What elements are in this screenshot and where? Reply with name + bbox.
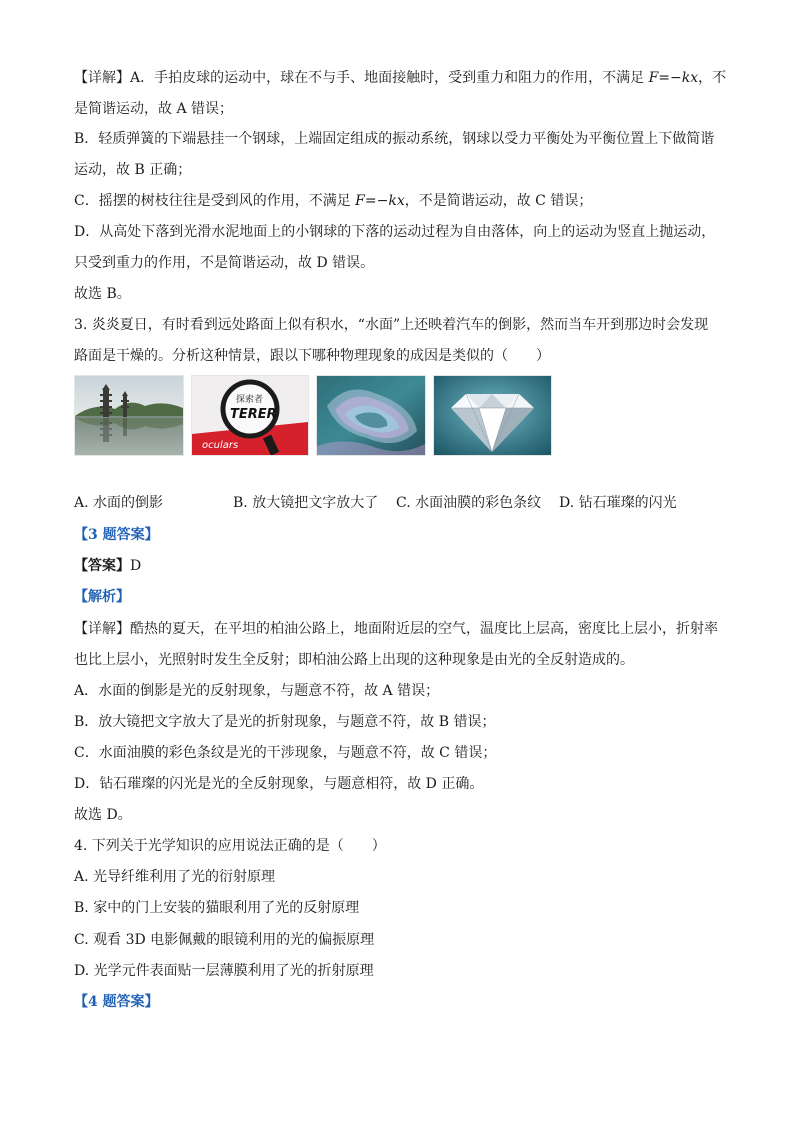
- text-line: 运动，故 B 正确；: [74, 162, 192, 178]
- option-a: A. 水面的倒影: [74, 495, 164, 511]
- option-4c: C. 观看 3D 电影佩戴的眼镜利用的光的偏振原理: [74, 932, 375, 948]
- magnifier-image: [191, 375, 309, 456]
- text-line: 【详解】酷热的夏天，在平坦的柏油公路上，地面附近层的空气，温度比上层高，密度比上层小，折射率: [74, 621, 718, 637]
- oil-film-image: [316, 375, 426, 456]
- text-line: 只受到重力的作用，不是简谐运动，故 D 错误。: [74, 255, 375, 271]
- text-line: 故选 D。: [74, 807, 132, 823]
- answer-heading-3: 【3 题答案】: [74, 527, 159, 543]
- formula: F=−kx: [648, 70, 699, 86]
- text-line: 也比上层小，光照射时发生全反射；即柏油公路上出现的这种现象是由光的全反射造成的。: [74, 652, 634, 668]
- text-segment: ，不: [698, 70, 727, 86]
- formula: F=−kx: [355, 193, 405, 209]
- text-line: A．水面的倒影是光的反射现象，与题意不符，故 A 错误；: [74, 683, 440, 699]
- question-3: 3. 炎炎夏日，有时看到远处路面上似有积水，“水面”上还映着汽车的倒影，然而当车开到那边时会发现: [74, 317, 709, 333]
- diamond-image: [433, 375, 552, 456]
- option-c: C. 水面油膜的彩色条纹: [396, 495, 542, 511]
- text-line: B．放大镜把文字放大了是光的折射现象，与题意不符，故 B 错误；: [74, 714, 496, 730]
- analysis-heading: 【解析】: [74, 589, 130, 605]
- answer-line: 【答案】D: [74, 558, 142, 574]
- text-line: C．水面油膜的彩色条纹是光的干涉现象，与题意不符，故 C 错误；: [74, 745, 497, 761]
- answer-heading-4: 【4 题答案】: [74, 994, 159, 1010]
- text-line: 路面是干燥的。分析这种情景，跟以下哪种物理现象的成因是类似的（ ）: [74, 348, 550, 364]
- text-line: [74, 192, 592, 210]
- text-line: [74, 69, 726, 87]
- answer-value: D: [130, 558, 142, 574]
- text-line: D．从高处下落到光滑水泥地面上的小钢球的下落的运动过程为自由落体，向上的运动为竖直上抛运动，: [74, 224, 716, 240]
- book-word-text: oculars: [202, 440, 239, 451]
- option-4a: A. 光导纤维利用了光的衍射原理: [74, 869, 276, 885]
- question-4: 4. 下列关于光学知识的应用说法正确的是（ ）: [74, 838, 386, 854]
- text-segment: ，不是简谐运动，故 C 错误；: [404, 193, 593, 209]
- text-line: 故选 B。: [74, 286, 131, 302]
- text-line: 是简谐运动，故 A 错误；: [74, 101, 234, 117]
- option-4d: D. 光学元件表面贴一层薄膜利用了光的折射原理: [74, 963, 374, 979]
- magnifier-word-text: TERER: [230, 407, 277, 422]
- option-4b: B. 家中的门上安装的猫眼利用了光的反射原理: [74, 900, 360, 916]
- option-d: D. 钻石璀璨的闪光: [559, 495, 677, 511]
- text-segment: C．摇摆的树枝往往是受到风的作用，不满足: [74, 193, 356, 209]
- text-line: D．钻石璀璨的闪光是光的全反射现象，与题意相符，故 D 正确。: [74, 776, 484, 792]
- option-b: B. 放大镜把文字放大了: [233, 495, 379, 511]
- magnifier-brand-text: 探索者: [236, 395, 264, 405]
- text-segment: 【详解】A．手拍皮球的运动中，球在不与手、地面接触时，受到重力和阻力的作用，不满足: [74, 70, 649, 86]
- text-line: B．轻质弹簧的下端悬挂一个钢球，上端固定组成的振动系统，钢球以受力平衡处为平衡位置上下做简谐: [74, 131, 715, 147]
- pagoda-reflection-image: [74, 375, 184, 456]
